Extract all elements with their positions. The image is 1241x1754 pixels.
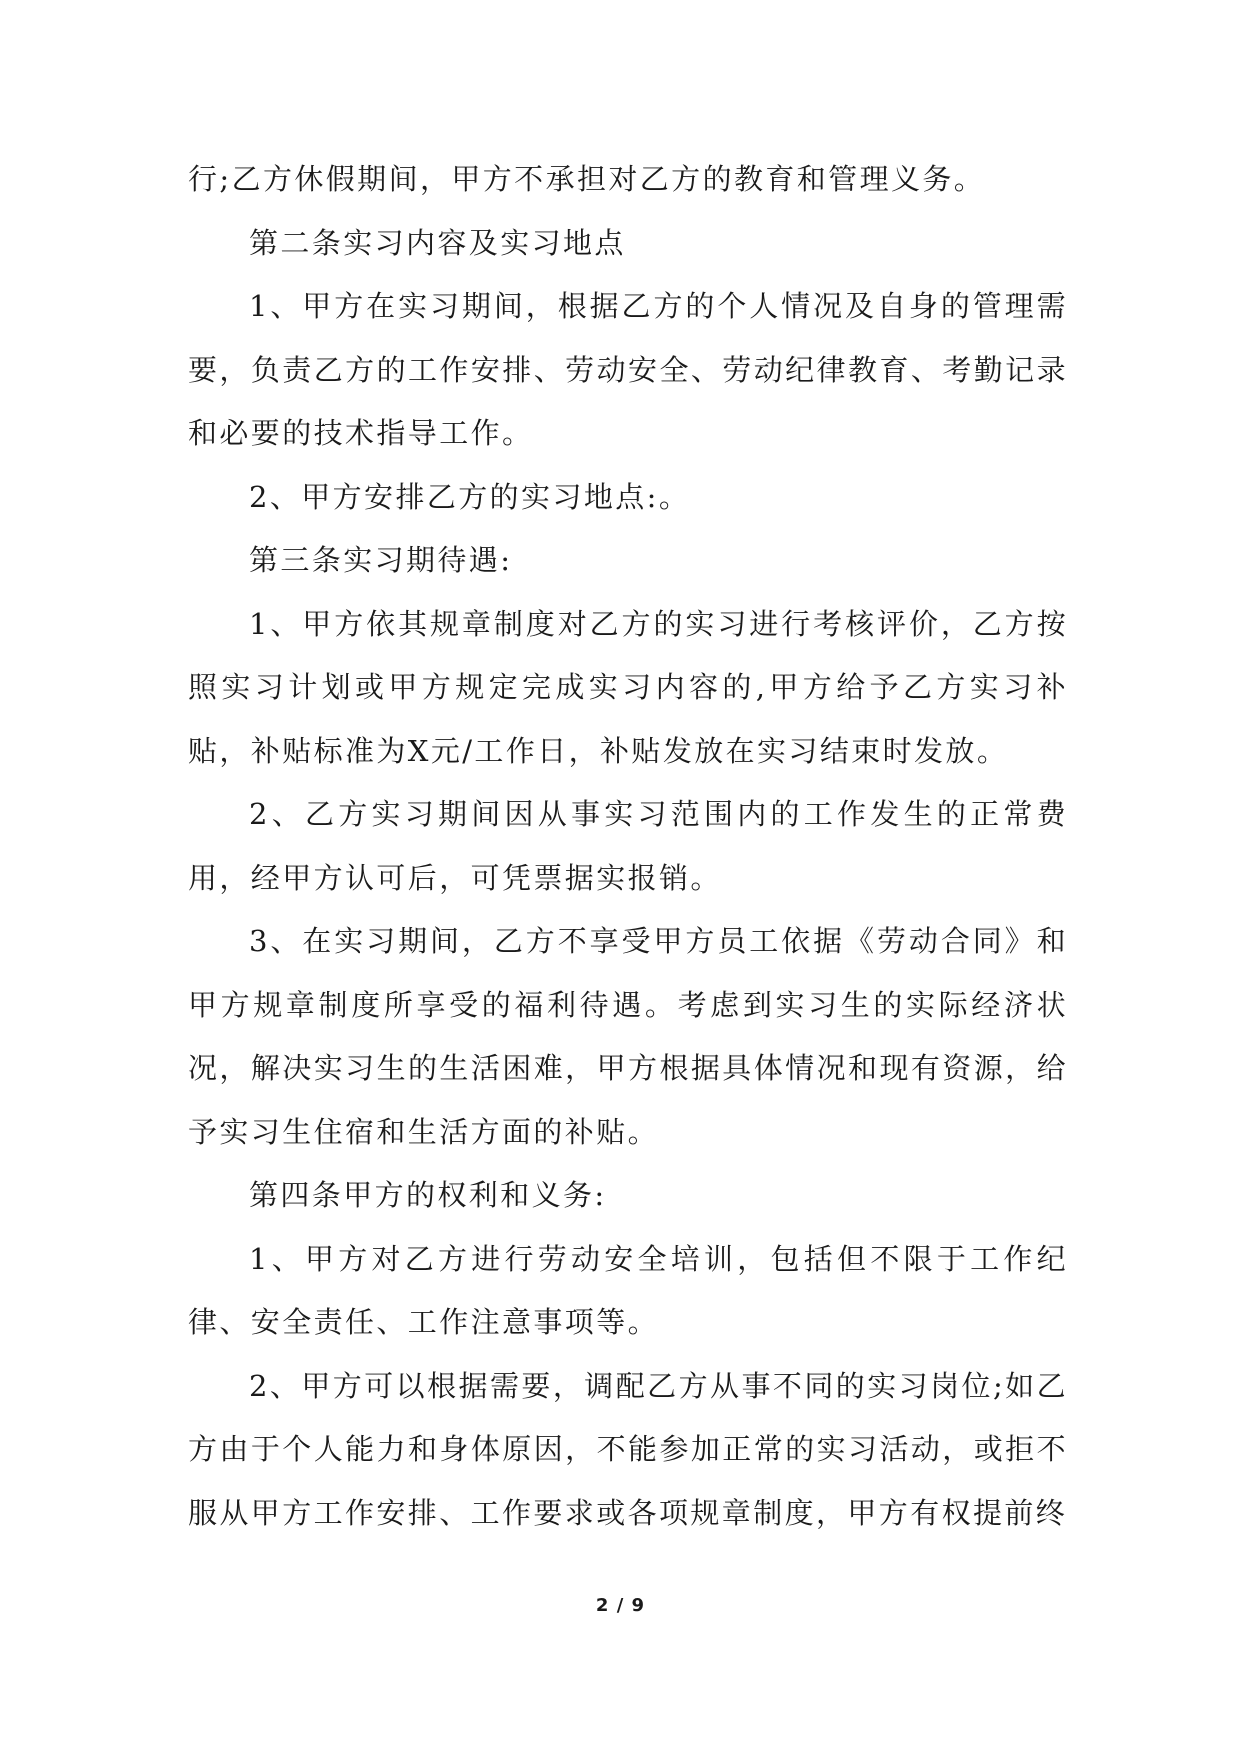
paragraph-article-3-item-3: 3、在实习期间，乙方不享受甲方员工依据《劳动合同》和甲方规章制度所享受的福利待遇。考虑到实习生的实际经济状况，解决实习生的生活困难，甲方根据具体情况和现有资源，给予实习生住宿和生活方面的补贴。 bbox=[188, 924, 1068, 1149]
document-body bbox=[188, 148, 1068, 1545]
paragraph-article-4-item-1: 1、甲方对乙方进行劳动安全培训，包括但不限于工作纪律、安全责任、工作注意事项等。 bbox=[188, 1241, 1068, 1339]
paragraph-article-3-item-2: 2、乙方实习期间因从事实习范围内的工作发生的正常费用，经甲方认可后，可凭票据实报销。 bbox=[188, 797, 1068, 895]
section-heading-article-2: 第二条实习内容及实习地点 bbox=[249, 225, 626, 260]
paragraph-article-3-item-1: 1、甲方依其规章制度对乙方的实习进行考核评价，乙方按照实习计划或甲方规定完成实习内容的,甲方给予乙方实习补贴，补贴标准为X元/工作日，补贴发放在实习结束时发放。 bbox=[188, 606, 1068, 768]
section-heading-article-4: 第四条甲方的权利和义务: bbox=[249, 1178, 607, 1212]
paragraph-article-2-item-1: 1、甲方在实习期间，根据乙方的个人情况及自身的管理需要，负责乙方的工作安排、劳动安全、劳动纪律教育、考勤记录和必要的技术指导工作。 bbox=[188, 289, 1068, 450]
paragraph-article-4-item-2: 2、甲方可以根据需要，调配乙方从事不同的实习岗位;如乙方由于个人能力和身体原因，不能参加正常的实习活动，或拒不服从甲方工作安排、工作要求或各项规章制度，甲方有权提前终 bbox=[188, 1368, 1068, 1530]
page-number: 2 / 9 bbox=[595, 1595, 646, 1616]
paragraph-continuation: 行;乙方休假期间，甲方不承担对乙方的教育和管理义务。 bbox=[188, 162, 986, 196]
section-heading-article-3: 第三条实习期待遇: bbox=[249, 543, 513, 577]
paragraph-article-2-item-2: 2、甲方安排乙方的实习地点:。 bbox=[249, 479, 691, 514]
